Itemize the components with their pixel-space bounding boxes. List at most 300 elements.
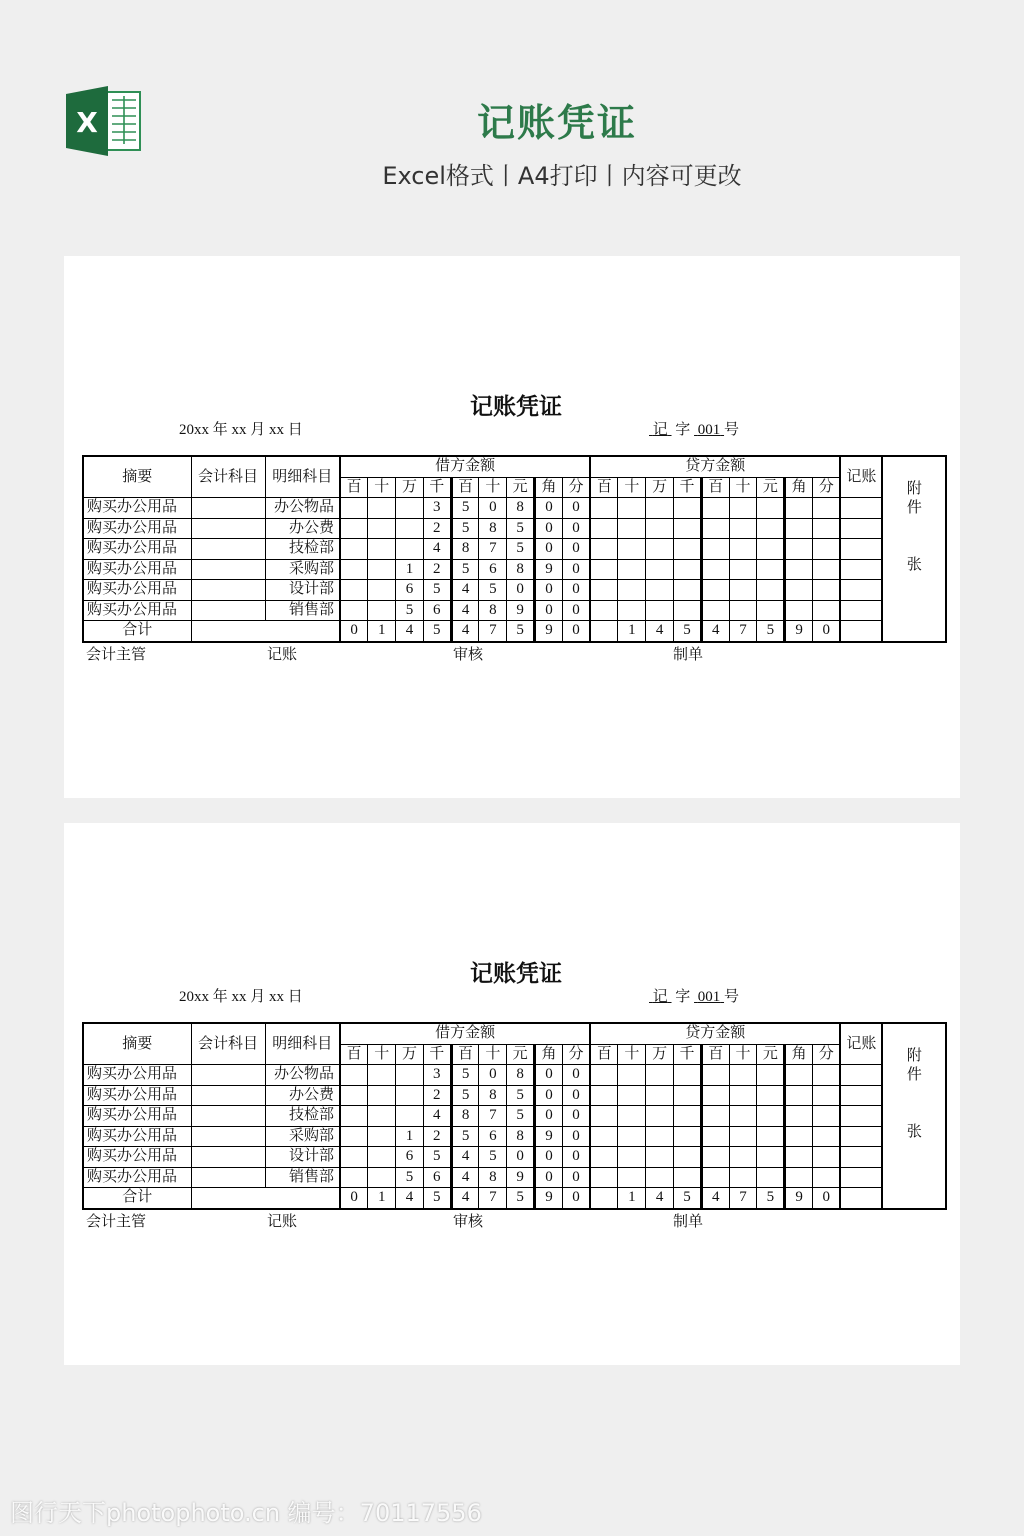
credit-digit	[813, 559, 841, 580]
credit-digit	[590, 559, 618, 580]
voucher-number: 记 字 001 号	[652, 422, 740, 438]
voucher-number: 记 字 001 号	[652, 989, 740, 1005]
posted-header: 记账	[840, 1023, 882, 1065]
summary-cell: 购买办公用品	[83, 600, 191, 621]
posted-cell	[840, 539, 882, 560]
debit-digit	[340, 1147, 368, 1168]
debit-digit	[396, 498, 424, 519]
account-header: 会计科目	[191, 456, 265, 498]
credit-digit	[618, 600, 646, 621]
supervisor-label: 会计主管	[86, 1214, 147, 1230]
summary-cell: 购买办公用品	[83, 1065, 191, 1086]
debit-digit: 0	[562, 1147, 590, 1168]
credit-digit	[674, 1147, 702, 1168]
credit-digit	[618, 1106, 646, 1127]
preparer-label: 制单	[673, 1214, 704, 1230]
credit-digit	[646, 498, 674, 519]
debit-digit: 6	[423, 600, 451, 621]
debit-digit: 5	[451, 559, 479, 580]
total-debit-digit: 7	[479, 1188, 507, 1209]
credit-digit	[813, 580, 841, 601]
total-credit-digit: 5	[757, 1188, 785, 1209]
debit-digit: 8	[451, 539, 479, 560]
table-row	[83, 1147, 946, 1168]
voucher-date: 20xx 年 xx 月 xx 日	[179, 989, 303, 1005]
credit-digit	[646, 1147, 674, 1168]
debit-digit	[340, 1065, 368, 1086]
posted-cell	[840, 1106, 882, 1127]
credit-digit	[813, 1147, 841, 1168]
debit-digit: 0	[562, 518, 590, 539]
table-row	[83, 1126, 946, 1147]
credit-digit	[590, 1065, 618, 1086]
credit-digit	[813, 518, 841, 539]
digit-header: 万	[396, 477, 424, 498]
debit-digit: 6	[479, 1126, 507, 1147]
voucher-table	[82, 455, 947, 643]
debit-digit	[368, 498, 396, 519]
credit-digit	[729, 1147, 757, 1168]
total-credit-digit: 7	[729, 1188, 757, 1209]
debit-digit: 5	[423, 1147, 451, 1168]
digit-header: 元	[507, 477, 535, 498]
credit-digit	[701, 518, 729, 539]
debit-digit: 0	[479, 498, 507, 519]
digit-header: 百	[590, 477, 618, 498]
credit-digit	[618, 539, 646, 560]
debit-digit	[340, 559, 368, 580]
credit-digit	[618, 580, 646, 601]
debit-digit: 0	[535, 1167, 563, 1188]
debit-digit: 0	[507, 1147, 535, 1168]
credit-digit	[674, 559, 702, 580]
debit-digit	[368, 1106, 396, 1127]
account-cell	[191, 1065, 265, 1086]
debit-digit: 8	[507, 559, 535, 580]
credit-digit	[729, 1085, 757, 1106]
total-debit-digit: 0	[562, 621, 590, 642]
digit-header: 分	[562, 1044, 590, 1065]
debit-digit: 0	[562, 1065, 590, 1086]
summary-cell: 购买办公用品	[83, 559, 191, 580]
debit-digit	[368, 1147, 396, 1168]
debit-digit: 5	[396, 600, 424, 621]
account-cell	[191, 1147, 265, 1168]
credit-digit	[618, 1167, 646, 1188]
credit-digit	[590, 1167, 618, 1188]
posted-cell	[840, 1085, 882, 1106]
account-cell	[191, 580, 265, 601]
credit-digit	[729, 1167, 757, 1188]
debit-digit	[368, 518, 396, 539]
digit-header: 千	[423, 477, 451, 498]
page-title: 记账凭证	[476, 101, 637, 145]
debit-digit: 6	[396, 1147, 424, 1168]
digit-header: 元	[757, 1044, 785, 1065]
digit-header: 角	[785, 477, 813, 498]
bookkeeper-label: 记账	[267, 1214, 298, 1230]
debit-digit	[340, 518, 368, 539]
debit-digit: 9	[535, 1126, 563, 1147]
total-debit-digit: 9	[535, 621, 563, 642]
total-label: 合计	[83, 1188, 191, 1209]
account-cell	[191, 1167, 265, 1188]
total-debit-digit: 5	[423, 1188, 451, 1209]
debit-digit: 0	[562, 580, 590, 601]
table-row	[83, 1106, 946, 1127]
debit-digit	[340, 1126, 368, 1147]
debit-digit	[340, 498, 368, 519]
digit-header: 角	[535, 477, 563, 498]
auditor-label: 审核	[453, 1214, 484, 1230]
detail-header: 明细科目	[265, 1023, 340, 1065]
credit-digit	[618, 518, 646, 539]
account-header: 会计科目	[191, 1023, 265, 1065]
posted-cell	[840, 518, 882, 539]
posted-cell	[840, 580, 882, 601]
table-row	[83, 1065, 946, 1086]
credit-digit	[729, 498, 757, 519]
debit-digit: 9	[507, 1167, 535, 1188]
credit-digit	[674, 498, 702, 519]
credit-digit	[701, 1085, 729, 1106]
total-debit-digit: 1	[368, 1188, 396, 1209]
posted-cell	[840, 498, 882, 519]
debit-digit: 0	[535, 580, 563, 601]
digit-header: 万	[396, 1044, 424, 1065]
total-debit-digit: 4	[396, 1188, 424, 1209]
debit-digit: 0	[562, 1167, 590, 1188]
credit-digit	[729, 539, 757, 560]
page-header	[0, 0, 1024, 220]
detail-cell: 销售部	[265, 1167, 340, 1188]
posted-cell	[840, 1167, 882, 1188]
credit-digit	[785, 539, 813, 560]
supervisor-label: 会计主管	[86, 647, 147, 663]
credit-digit	[646, 559, 674, 580]
credit-digit	[701, 539, 729, 560]
credit-digit	[729, 559, 757, 580]
total-debit-digit: 9	[535, 1188, 563, 1209]
credit-digit	[729, 600, 757, 621]
debit-digit	[396, 1065, 424, 1086]
credit-digit	[646, 600, 674, 621]
summary-cell: 购买办公用品	[83, 1147, 191, 1168]
debit-digit: 8	[451, 1106, 479, 1127]
total-credit-digit: 1	[618, 621, 646, 642]
debit-digit: 0	[562, 1085, 590, 1106]
debit-digit: 0	[507, 580, 535, 601]
debit-digit	[340, 1167, 368, 1188]
summary-cell: 购买办公用品	[83, 580, 191, 601]
digit-header: 角	[535, 1044, 563, 1065]
total-label: 合计	[83, 621, 191, 642]
debit-digit	[368, 1126, 396, 1147]
digit-header: 十	[368, 1044, 396, 1065]
total-credit-digit	[590, 621, 618, 642]
debit-digit	[368, 539, 396, 560]
debit-digit: 0	[535, 498, 563, 519]
summary-header: 摘要	[83, 1023, 191, 1065]
credit-digit	[813, 600, 841, 621]
debit-digit: 4	[451, 1167, 479, 1188]
digit-header: 分	[813, 477, 841, 498]
credit-digit	[674, 600, 702, 621]
credit-digit	[701, 1065, 729, 1086]
table-row	[83, 539, 946, 560]
debit-digit: 2	[423, 1126, 451, 1147]
debit-digit: 3	[423, 1065, 451, 1086]
table-row	[83, 559, 946, 580]
credit-digit	[701, 1126, 729, 1147]
credit-digit	[729, 518, 757, 539]
debit-digit: 8	[507, 498, 535, 519]
digit-header: 十	[729, 477, 757, 498]
debit-digit: 0	[535, 1085, 563, 1106]
debit-digit: 0	[479, 1065, 507, 1086]
debit-digit: 8	[479, 1085, 507, 1106]
credit-digit	[785, 518, 813, 539]
voucher-title: 记账凭证	[470, 961, 562, 987]
account-cell	[191, 1085, 265, 1106]
credit-digit	[785, 1126, 813, 1147]
account-cell	[191, 1126, 265, 1147]
debit-digit: 5	[423, 580, 451, 601]
credit-digit	[813, 1126, 841, 1147]
debit-header: 借方金额	[340, 456, 590, 477]
credit-digit	[729, 1126, 757, 1147]
svg-text:X: X	[76, 106, 98, 139]
attachment-cell: 附 件 张	[882, 1023, 946, 1209]
table-row	[83, 518, 946, 539]
credit-digit	[618, 1126, 646, 1147]
debit-digit: 4	[423, 1106, 451, 1127]
total-credit-digit: 9	[785, 1188, 813, 1209]
debit-digit	[368, 600, 396, 621]
total-credit-digit: 5	[674, 621, 702, 642]
detail-cell: 设计部	[265, 580, 340, 601]
digit-header: 百	[590, 1044, 618, 1065]
debit-digit: 8	[479, 600, 507, 621]
digit-header: 万	[646, 1044, 674, 1065]
debit-header: 借方金额	[340, 1023, 590, 1044]
debit-digit: 0	[535, 600, 563, 621]
debit-digit: 8	[479, 1167, 507, 1188]
credit-digit	[674, 1167, 702, 1188]
detail-cell: 采购部	[265, 1126, 340, 1147]
digit-header: 十	[618, 477, 646, 498]
debit-digit: 8	[479, 518, 507, 539]
credit-digit	[618, 498, 646, 519]
posted-cell	[840, 1065, 882, 1086]
debit-digit: 0	[562, 539, 590, 560]
debit-digit	[396, 518, 424, 539]
summary-cell: 购买办公用品	[83, 1085, 191, 1106]
digit-header: 分	[813, 1044, 841, 1065]
credit-digit	[646, 1065, 674, 1086]
debit-digit	[340, 580, 368, 601]
debit-digit: 9	[507, 600, 535, 621]
credit-digit	[646, 518, 674, 539]
detail-header: 明细科目	[265, 456, 340, 498]
credit-digit	[757, 559, 785, 580]
debit-digit	[368, 1085, 396, 1106]
credit-digit	[785, 600, 813, 621]
total-row	[83, 621, 946, 642]
debit-digit: 0	[535, 518, 563, 539]
credit-digit	[757, 580, 785, 601]
credit-digit	[674, 580, 702, 601]
detail-cell: 办公费	[265, 518, 340, 539]
debit-digit	[368, 559, 396, 580]
credit-digit	[729, 1106, 757, 1127]
debit-digit	[368, 580, 396, 601]
summary-cell: 购买办公用品	[83, 518, 191, 539]
digit-header: 百	[451, 1044, 479, 1065]
credit-digit	[674, 1126, 702, 1147]
total-credit-digit: 4	[646, 621, 674, 642]
debit-digit: 0	[535, 539, 563, 560]
credit-digit	[785, 498, 813, 519]
debit-digit: 5	[451, 1085, 479, 1106]
credit-digit	[785, 559, 813, 580]
detail-cell: 销售部	[265, 600, 340, 621]
posted-cell	[840, 1147, 882, 1168]
digit-header: 百	[340, 477, 368, 498]
credit-digit	[618, 1085, 646, 1106]
detail-cell: 技检部	[265, 539, 340, 560]
credit-digit	[813, 1065, 841, 1086]
credit-digit	[646, 1106, 674, 1127]
posted-cell	[840, 621, 882, 642]
digit-header: 十	[618, 1044, 646, 1065]
credit-digit	[813, 1106, 841, 1127]
debit-digit: 4	[451, 1147, 479, 1168]
credit-digit	[701, 559, 729, 580]
credit-digit	[590, 518, 618, 539]
debit-digit: 5	[507, 518, 535, 539]
debit-digit: 7	[479, 1106, 507, 1127]
credit-digit	[674, 518, 702, 539]
posted-cell	[840, 1188, 882, 1209]
credit-digit	[590, 498, 618, 519]
credit-digit	[701, 600, 729, 621]
total-credit-digit: 5	[757, 621, 785, 642]
voucher-table	[82, 1022, 947, 1210]
credit-digit	[785, 1085, 813, 1106]
debit-digit: 5	[507, 1106, 535, 1127]
credit-digit	[618, 559, 646, 580]
total-row	[83, 1188, 946, 1209]
credit-digit	[785, 1167, 813, 1188]
bookkeeper-label: 记账	[267, 647, 298, 663]
debit-digit: 2	[423, 518, 451, 539]
credit-digit	[813, 1085, 841, 1106]
debit-digit: 5	[396, 1167, 424, 1188]
debit-digit	[340, 600, 368, 621]
total-debit-digit: 4	[451, 1188, 479, 1209]
debit-digit: 5	[451, 518, 479, 539]
credit-digit	[701, 1147, 729, 1168]
total-credit-digit: 4	[701, 621, 729, 642]
summary-header: 摘要	[83, 456, 191, 498]
digit-header: 十	[479, 477, 507, 498]
total-debit-digit: 7	[479, 621, 507, 642]
debit-digit	[340, 1106, 368, 1127]
debit-digit	[396, 539, 424, 560]
credit-digit	[785, 580, 813, 601]
credit-digit	[757, 518, 785, 539]
debit-digit: 5	[507, 539, 535, 560]
debit-digit: 5	[507, 1085, 535, 1106]
posted-cell	[840, 1126, 882, 1147]
account-cell	[191, 539, 265, 560]
debit-digit: 6	[479, 559, 507, 580]
digit-header: 十	[479, 1044, 507, 1065]
auditor-label: 审核	[453, 647, 484, 663]
credit-digit	[618, 1065, 646, 1086]
credit-digit	[701, 1106, 729, 1127]
digit-header: 十	[729, 1044, 757, 1065]
credit-header: 贷方金额	[590, 1023, 840, 1044]
debit-digit	[340, 539, 368, 560]
account-cell	[191, 600, 265, 621]
total-debit-digit: 5	[507, 621, 535, 642]
total-debit-digit: 0	[562, 1188, 590, 1209]
credit-digit	[674, 1085, 702, 1106]
credit-digit	[701, 580, 729, 601]
debit-digit: 9	[535, 559, 563, 580]
credit-digit	[590, 1106, 618, 1127]
total-debit-digit: 0	[340, 1188, 368, 1209]
credit-digit	[785, 1106, 813, 1127]
debit-digit: 0	[562, 1106, 590, 1127]
debit-digit: 1	[396, 1126, 424, 1147]
credit-digit	[618, 1147, 646, 1168]
account-cell	[191, 518, 265, 539]
debit-digit	[368, 1065, 396, 1086]
digit-header: 万	[646, 477, 674, 498]
total-credit-digit: 4	[701, 1188, 729, 1209]
digit-header: 百	[701, 477, 729, 498]
debit-digit: 5	[451, 498, 479, 519]
total-credit-digit: 9	[785, 621, 813, 642]
debit-digit: 0	[535, 1147, 563, 1168]
digit-header: 十	[368, 477, 396, 498]
voucher-title: 记账凭证	[470, 394, 562, 420]
page-subtitle: Excel格式丨A4打印丨内容可更改	[382, 162, 742, 190]
debit-digit: 2	[423, 559, 451, 580]
credit-digit	[701, 498, 729, 519]
summary-cell: 购买办公用品	[83, 1167, 191, 1188]
total-credit-digit: 7	[729, 621, 757, 642]
debit-digit: 5	[479, 1147, 507, 1168]
account-cell	[191, 498, 265, 519]
debit-digit: 0	[562, 559, 590, 580]
debit-digit: 1	[396, 559, 424, 580]
digit-header: 百	[340, 1044, 368, 1065]
total-debit-digit: 5	[423, 621, 451, 642]
credit-digit	[757, 539, 785, 560]
digit-header: 百	[701, 1044, 729, 1065]
detail-cell: 技检部	[265, 1106, 340, 1127]
account-cell	[191, 1106, 265, 1127]
credit-digit	[674, 1106, 702, 1127]
debit-digit: 4	[423, 539, 451, 560]
debit-digit: 0	[562, 498, 590, 519]
credit-digit	[646, 1167, 674, 1188]
debit-digit: 7	[479, 539, 507, 560]
